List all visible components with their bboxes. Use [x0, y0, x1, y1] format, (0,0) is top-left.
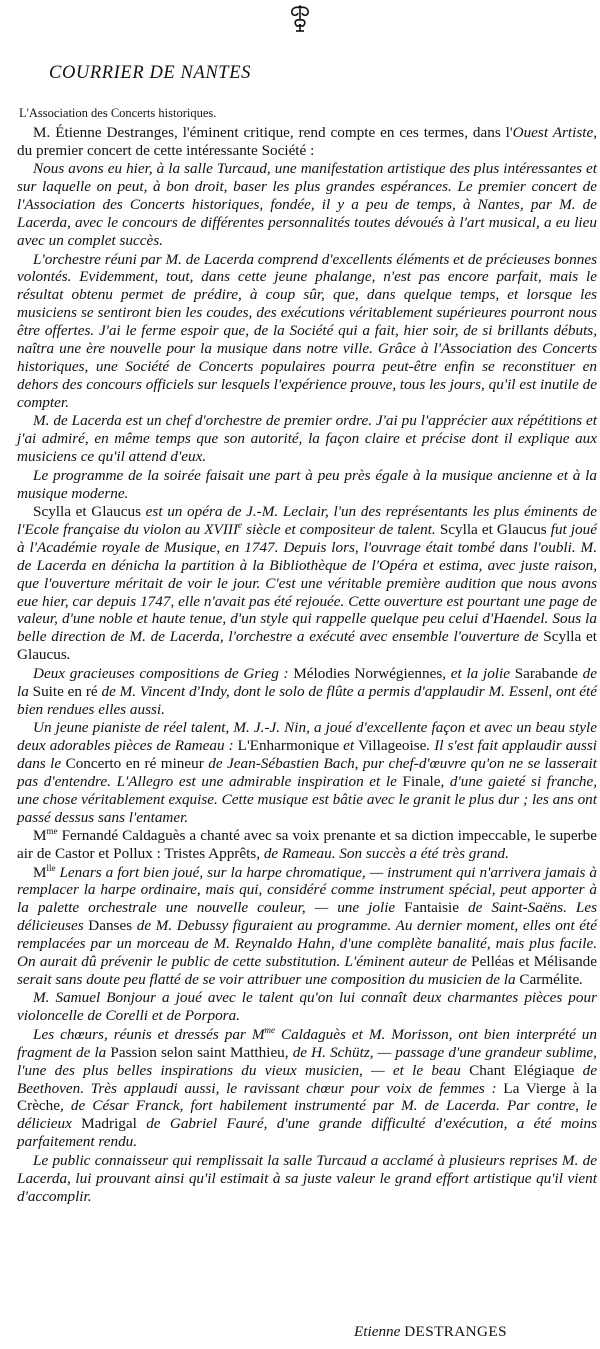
article-paragraph: Nous avons eu hier, à la salle Turcaud, une manifestation artistique des plus intéressantes et sur laquelle on peut, à bon droit, baser les plus grandes espérances. Le premier concert de l'Association des Concerts historiques, fondée, il y a peu de temps, à Nantes, par M. de Lacerda, avec le concours de différentes personnalités toutes dévoués à l'art musical, a eu lieu avec un complet succès.: [17, 160, 597, 250]
article-paragraph: L'orchestre réuni par M. de Lacerda comprend d'excellents éléments et de précieuses bonnes volontés. Evidemment, tout, dans cette jeune phalange, n'est pas encore parfait, mais le résultat obtenu permet de prédire, à coup sûr, que, dans quelque temps, et lorsque les musiciens se sentiront bien les coudes, des exécutions véritablement supérieures pourront nous être offertes. J'ai le ferme espoir que, de la Société qui a fait, hier soir, de si brillants débuts, naîtra une ère nouvelle pour la musique dans notre ville. Grâce à l'Association des Concerts historiques, une Société de Concerts populaires pourra peut-être enfin se reconstituer en dehors des concours officiels sur lesquels l'expérience prouve, tous les jours, qu'il est inutile de compter.: [17, 250, 597, 411]
article-paragraph: M. de Lacerda est un chef d'orchestre de premier ordre. J'ai pu l'apprécier aux répétitions et j'ai admiré, en même temps que son autorité, la façon claire et précise dont il explique aux musiciens ce qu'il attend d'eux.: [17, 412, 597, 466]
page-title: COURRIER DE NANTES: [49, 63, 251, 83]
intro-paragraph: M. Étienne Destranges, l'éminent critique, rend compte en ces termes, dans l'Ouest Artiste, du premier concert de cette intéressante Société :: [17, 124, 597, 159]
article-paragraph: Deux gracieuses compositions de Grieg : Mélodies Norwégiennes, et la jolie Sarabande de la Suite en ré de M. Vincent d'Indy, dont le solo de flûte a permis d'applaudir M. Essenl, ont été bien rendues elles aussi.: [17, 664, 597, 718]
fleuron-icon: [287, 4, 313, 34]
article-paragraph: Scylla et Glaucus est un opéra de J.-M. Leclair, l'un des représentants les plus éminents de l'Ecole française du violon au XVIIIe siècle et compositeur de talent. Scylla et Glaucus fut joué à l'Académie royale de Musique, en 1747. Depuis lors, l'ouvrage était tombé dans l'oubli. M. de Lacerda en dénicha la partition à la Bibliothèque de l'Opéra et estima, avec juste raison, que l'ouverture méritait de voir le jour. C'est une véritable première audition que nous avons eue hier, car depuis 1747, elle n'avait pas été rejouée. Cette ouverture est pourtant une page de valeur, d'une noble et haute tenue, d'un style qui rappelle quelque peu celui d'Haendel. Sous la belle direction de M. de Lacerda, l'orchestre a exécuté avec ensemble l'ouverture de Scylla et Glaucus.: [17, 503, 597, 664]
article-paragraph: $M^{me}$ Fernandé Caldaguès a chanté avec sa voix prenante et sa diction impeccable, le superbe air de Castor et Pollux : Tristes Apprêts, de Rameau. Son succès a été très grand.: [17, 826, 597, 862]
author-signature: Etienne DESTRANGES: [354, 1323, 507, 1340]
article-paragraph: Le programme de la soirée faisait une part à peu près égale à la musique ancienne et à la musique moderne.: [17, 466, 597, 502]
article-paragraph: M. Samuel Bonjour a joué avec le talent qu'on lui connaît deux charmantes pièces pour violoncelle de Corelli et de Porpora.: [17, 989, 597, 1025]
article-body: [17, 124, 597, 1206]
article-paragraph: Le public connaisseur qui remplissait la salle Turcaud a acclamé à plusieurs reprises M. de Lacerda, lui prouvant ainsi qu'il estimait à sa juste valeur le grand effort artistique qu'il vient d'accomplir.: [17, 1151, 597, 1205]
article-paragraph: Un jeune pianiste de réel talent, M. J.-J. Nin, a joué d'excellente façon et avec un beau style deux adorables pièces de Rameau : L'Enharmonique et Villageoise. Il s'est fait applaudir aussi dans le Concerto en ré mineur de Jean-Sébastien Bach, pur chef-d'œuvre qu'on ne se lasserait pas d'entendre. L'Allegro est une admirable inspiration et le Finale, d'une gaieté si franche, une chose véritablement exquise. Cette musique est bâtie avec le granit le plus dur ; les ans ont passé dessus sans l'entamer.: [17, 719, 598, 826]
article-paragraph: $M^{lle}$ Lenars a fort bien joué, sur la harpe chromatique, — instrument qui n'arrivera jamais à remplacer la harpe ordinaire, mais qui, considéré comme instrument spécial, peut apporter à la palette orchestrale une nouvelle couleur, — une jolie Fantaisie de Saint-Saëns. Les délicieuses Danses de M. Debussy figuraient au programme. Au dernier moment, elles ont été remplacées par un morceau de M. Reynaldo Hahn, d'une complète banalité, mais plus facile. On aurait dû prévenir le public de cette substitution. L'éminent auteur de Pelléas et Mélisande serait sans doute peu flatté de se voir attribuer une composition du musicien de la Carmélite.: [17, 862, 597, 988]
article-paragraph: Les chœurs, réunis et dressés par $M^{me}$ Caldaguès et M. Morisson, ont bien interprété un fragment de la Passion selon saint Matthieu, de H. Schütz, — passage d'une grandeur sublime, l'une des plus belles inspirations du vieux musicien, — et le beau Chant Elégiaque de Beethoven. Très applaudi aussi, le ravissant chœur pour voix de femmes : La Vierge à la Crèche, de César Franck, fort habilement instrumenté par M. de Lacerda. Par contre, le délicieux Madrigal de Gabriel Fauré, d'une grande difficulté d'exécution, a été moins parfaitement rendu.: [17, 1024, 598, 1151]
section-heading: L'Association des Concerts historiques.: [19, 106, 217, 120]
